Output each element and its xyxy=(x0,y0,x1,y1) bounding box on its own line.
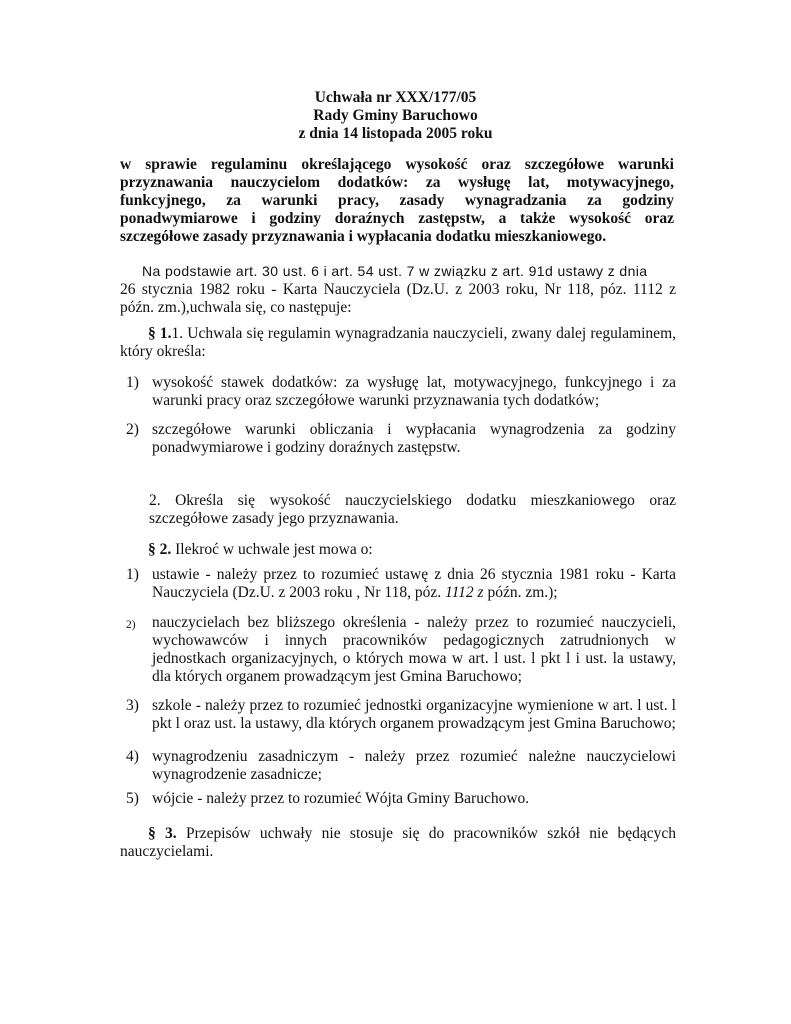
section-2-text: Ilekroć w uchwale jest mowa o: xyxy=(175,541,373,558)
resolution-number: Uchwała nr XXX/177/05 xyxy=(314,89,477,106)
list-item-text: szkole - należy przez to rozumieć jednostki organizacyjne wymienione w art. l ust. l pkt l oraz ust. la ustawy, dla których organem prowadzącym jest Gmina Baruchowo; xyxy=(152,697,676,732)
section-2-mark: § 2. xyxy=(148,541,172,558)
list-item-number: 1) xyxy=(126,566,139,583)
section-1-mark: § 1. xyxy=(148,325,172,342)
list-item-number: 1) xyxy=(126,374,139,391)
section-3-text: Przepisów uchwały nie stosuje się do pracowników szkół nie będących nauczycielami. xyxy=(120,825,677,860)
list-item-number: 4) xyxy=(126,748,139,765)
resolution-header xyxy=(0,89,791,143)
section-1-text: 1. Uchwala się regulamin wynagradzania nauczycieli, zwany dalej regulaminem, który określa: xyxy=(120,325,676,360)
list-item-text: ustawie - należy przez to rozumieć ustawę z dnia 26 stycznia 1981 roku - Karta Nauczyciela (Dz.U. z 2003 roku , Nr 118, póz. 1112 z późn. zm.); xyxy=(152,566,676,601)
resolution-subject: w sprawie regulaminu określającego wysokość oraz szczegółowe warunki przyznawania nauczycielom dodatków: za wysługę lat, motywacyjnego, funkcyjnego, za warunki pracy, zasady wynagradzania za godziny ponadwymiarowe i godziny doraźnych zastępstw, a także wysokość oraz szczegółowe zasady przyznawania i wypłacania dodatku mieszkaniowego. xyxy=(120,156,674,245)
list-item-text: wynagrodzeniu zasadniczym - należy przez rozumieć należne nauczycielowi wynagrodzenie zasadnicze; xyxy=(152,748,676,783)
preamble-rest: 26 stycznia 1982 roku - Karta Nauczyciela (Dz.U. z 2003 roku, Nr 118, póz. 1112 z późn. zm.),uchwala się, co następuje: xyxy=(120,281,676,316)
council-name: Rady Gminy Baruchowo xyxy=(313,107,478,124)
list-item-text: nauczycielach bez bliższego określenia - należy przez to rozumieć nauczycieli, wychowawców i innych pracowników pedagogicznych zatrudnionych w jednostkach organizacyjnych, o których mowa w art. l ust. l pkt l i ust. la ustawy, dla których organem prowadzącym jest Gmina Baruchowo; xyxy=(152,614,676,685)
preamble-lead: Na podstawie art. 30 ust. 6 i art. 54 ust. 7 w związku z art. 91d ustawy z dnia xyxy=(142,263,648,279)
section-3-mark: § 3. xyxy=(148,825,177,842)
list-item-text: wysokość stawek dodatków: za wysługę lat, motywacyjnego, funkcyjnego i za warunki pracy oraz szczegółowe warunki przyznawania tych dodatków; xyxy=(152,374,676,409)
list-item-text: szczegółowe warunki obliczania i wypłacania wynagrodzenia za godziny ponadwymiarowe i godziny doraźnych zastępstw. xyxy=(152,421,676,456)
preamble xyxy=(120,262,676,317)
resolution-date: z dnia 14 listopada 2005 roku xyxy=(298,125,493,142)
section-1 xyxy=(120,325,676,361)
list-item-number: 3) xyxy=(126,697,139,714)
list-item-number: 5) xyxy=(126,790,139,807)
list-item-number: 2) xyxy=(126,619,136,631)
section-1-point-2: 2. Określa się wysokość nauczycielskiego dodatku mieszkaniowego oraz szczegółowe zasady jego przyznawania. xyxy=(149,492,676,527)
list-item-text: wójcie - należy przez to rozumieć Wójta Gminy Baruchowo. xyxy=(152,790,530,807)
list-item-number: 2) xyxy=(126,421,139,438)
section-3 xyxy=(120,825,676,861)
section-2 xyxy=(148,541,676,559)
